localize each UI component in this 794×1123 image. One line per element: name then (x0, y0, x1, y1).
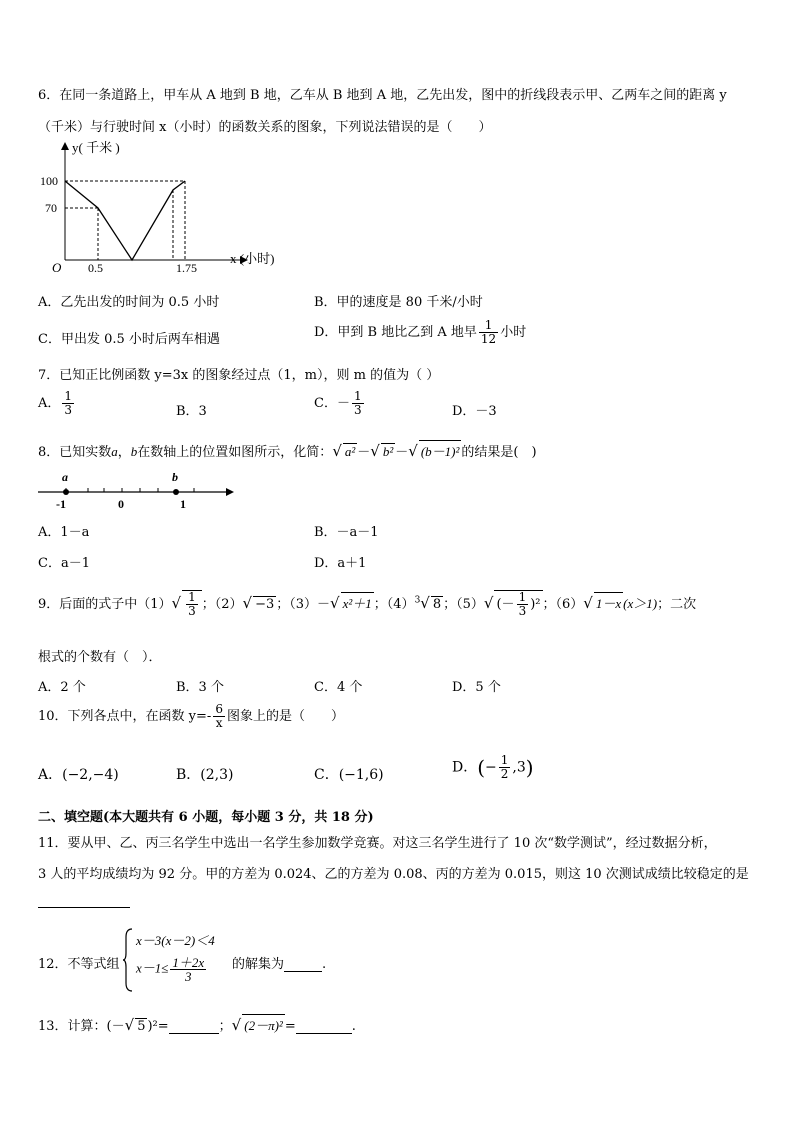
fraction-numerator: 1＋2x (172, 955, 205, 970)
fraction-denominator: 2 (500, 767, 509, 781)
point-b (173, 489, 179, 495)
q9-item6-condition: (x＞1) (623, 596, 658, 611)
q8-stem (38, 440, 537, 460)
q7-option-c-label: C．－ (314, 396, 350, 411)
q9-item1 (182, 590, 202, 618)
q8-comma: ， (117, 445, 131, 460)
q9-item3: x²＋1 (341, 592, 374, 612)
q12-suffix: 的解集为 (232, 957, 285, 972)
q7-option-c-fraction (352, 390, 364, 417)
fraction-numerator: 1 (188, 590, 196, 604)
q8-mid: 在数轴上的位置如图所示，化简： (137, 445, 333, 460)
distance-polyline (65, 181, 185, 260)
tick-label-1: 1 (180, 497, 186, 511)
q13-prefix: 13．计算：(－ (38, 1019, 125, 1034)
q12-inequality-1: x－3(x－2)＜4 (136, 933, 215, 948)
sqrt-symbol: √ (242, 594, 253, 612)
y-axis-label: y( 千米 ) (72, 140, 120, 155)
q6-option-d-suffix: 小时 (500, 325, 527, 340)
y-axis-arrow (61, 142, 69, 150)
q7-stem: 7．已知正比例函数 y=3x 的图象经过点（1，m），则 m 的值为（ ） (38, 368, 440, 383)
q9-option-a[interactable]: A．2 个 (38, 680, 86, 695)
x-tick-1.75: 1.75 (176, 261, 197, 275)
q7-option-d[interactable]: D．－3 (452, 404, 497, 419)
q10-fraction (213, 703, 225, 730)
sqrt-symbol: √ (332, 442, 342, 460)
q13-answer-blank-1[interactable] (169, 1019, 219, 1034)
q7-option-b[interactable]: B．3 (176, 404, 207, 419)
q9-prefix: 9．后面的式子中（1） (38, 597, 172, 612)
q13-radicand-5: 5 (137, 1019, 146, 1034)
tick-label-0: 0 (118, 497, 124, 511)
q9-item1-fraction (186, 591, 198, 618)
q12-ineq2-left: x－1≤ (136, 960, 169, 976)
sqrt-symbol: √ (583, 594, 593, 612)
q10-suffix: 图象上的是（ ） (226, 709, 344, 724)
q13-sep: ； (218, 1019, 232, 1034)
paren-right: ) (525, 755, 534, 780)
fraction-numerator: 1 (500, 753, 509, 767)
q9-stem-line1 (38, 590, 696, 618)
fraction-numerator: 1 (479, 319, 498, 333)
fraction-numerator: 6 (215, 702, 223, 716)
point-a-label: a (62, 470, 68, 484)
q7-option-a-label: A． (38, 396, 61, 411)
q6-option-d[interactable] (314, 319, 526, 346)
q10-option-d[interactable]: D．(− $\frac{1}{2}$ ,3) (452, 753, 534, 781)
q6-option-d-fraction (479, 319, 498, 346)
q10-option-d-tail: ,3 (512, 759, 526, 776)
number-line-arrow (226, 488, 234, 496)
q8-var-a: a (111, 444, 118, 459)
q9-item2: −3 (255, 597, 275, 612)
sqrt-symbol: √ (483, 594, 494, 612)
q8-radicand-a: a² (344, 444, 356, 459)
q13-end: . (351, 1019, 356, 1034)
q10-option-b[interactable]: B．(2,3) (176, 767, 234, 783)
sqrt-symbol: √ (231, 1016, 242, 1034)
q8-radicand-c: (b－1)² (419, 440, 462, 460)
q11-stem-line1: 11．要从甲、乙、丙三名学生中选出一名学生参加数学竞赛。对这三名学生进行了 10 次“数学测试”，经过数据分析， (38, 836, 717, 851)
brace-icon (122, 927, 134, 993)
q9-item4-index: 3 (414, 595, 421, 606)
q12-end: . (322, 957, 327, 972)
q8-option-b[interactable]: B．－a－1 (314, 525, 379, 540)
q9-item5: (－ $\frac{1}{3}$ )² (496, 590, 541, 618)
paren-left: ( (477, 755, 486, 780)
y-tick-70: 70 (45, 201, 57, 215)
sqrt-symbol: √ (370, 442, 380, 460)
point-b-label: b (172, 470, 178, 484)
q8-option-c[interactable]: C．a－1 (38, 556, 90, 571)
q13-eq: = (284, 1019, 296, 1034)
q12-answer-blank[interactable] (284, 957, 322, 972)
q6-option-c[interactable]: C．甲出发 0.5 小时后两车相遇 (38, 332, 220, 347)
q8-option-a[interactable]: A．1－a (38, 525, 90, 540)
q8-option-d[interactable]: D．a＋1 (314, 556, 367, 571)
fraction-denominator: 3 (185, 969, 192, 984)
q12-ineq2-fraction (170, 956, 206, 983)
q6-option-d-prefix: D．甲到 B 地比乙到 A 地早 (314, 325, 477, 340)
sqrt-symbol: √ (330, 594, 340, 612)
sqrt-symbol: √ (171, 594, 182, 612)
q10-prefix: 10．下列各点中，在函数 y=- (38, 709, 212, 724)
q6-stem-line1: 6．在同一条道路上，甲车从 A 地到 B 地，乙车从 B 地到 A 地，乙先出发，图中的折线段表示甲、乙两车之间的距离 y (38, 88, 727, 103)
q9-stem-line2: 根式的个数有（ ）． (38, 650, 162, 665)
q9-option-c[interactable]: C．4 个 (314, 680, 363, 695)
point-a (63, 489, 69, 495)
q7-option-c[interactable] (314, 390, 366, 417)
q10-option-c[interactable]: C．(−1,6) (314, 767, 384, 783)
q8-prefix: 8．已知实数 (38, 445, 112, 460)
q9-option-d[interactable]: D．5 个 (452, 680, 501, 695)
fraction-denominator: 3 (64, 403, 73, 417)
q6-option-b[interactable]: B．甲的速度是 80 千米/小时 (314, 295, 483, 310)
q12-inequality-2 (136, 956, 208, 983)
q12-tail (232, 953, 326, 972)
q8-var-b: b (130, 444, 138, 459)
x-tick-0.5: 0.5 (88, 261, 103, 275)
fraction-denominator: x (215, 716, 223, 730)
q9-sep5: ；（5） (443, 597, 484, 612)
fraction-denominator: 3 (518, 604, 527, 618)
q13-stem (38, 1014, 356, 1034)
q9-item4: 8 (432, 597, 442, 612)
q8-suffix: 的结果是( ) (461, 445, 537, 460)
q8-minus-2: － (395, 445, 409, 460)
y-tick-100: 100 (40, 174, 58, 188)
q10-stem (38, 703, 344, 730)
q6-distance-time-graph (40, 138, 290, 278)
fraction-numerator: 1 (518, 590, 527, 604)
sqrt-symbol: √ (420, 594, 430, 612)
q9-sep2: ；（2） (201, 597, 243, 612)
q11-answer-blank[interactable] (38, 893, 130, 908)
q8-radicand-b: b² (382, 444, 394, 459)
q8-minus-1: － (357, 445, 371, 460)
q10-option-d-fraction (499, 754, 511, 781)
fraction-numerator: 1 (64, 389, 73, 403)
q9-item5-fraction (517, 591, 529, 618)
q9-sep4: ；（4） (373, 597, 415, 612)
q9-option-b[interactable]: B．3 个 (176, 680, 224, 695)
q6-stem-line2: （千米）与行驶时间 x（小时）的函数关系的图象，下列说法错误的是（ ） (38, 120, 492, 135)
q12-prefix: 12．不等式组 (38, 957, 120, 972)
q6-option-a[interactable]: A．乙先出发的时间为 0.5 小时 (38, 295, 220, 310)
x-axis-label: x (小时) (230, 251, 275, 266)
q11-stem-line2: 3 人的平均成绩均为 92 分。甲的方差为 0.024、乙的方差为 0.08、丙的方差为 0.015，则这 10 次测试成绩比较稳定的是 (38, 867, 749, 882)
fraction-denominator: 3 (188, 604, 196, 618)
fraction-denominator: 12 (480, 332, 497, 346)
q9-sep6: ；（6） (542, 597, 584, 612)
q13-radicand-pi: (2－π)² (242, 1014, 285, 1034)
q13-mid: )²= (147, 1019, 169, 1034)
q8-number-line (36, 468, 241, 512)
fraction-denominator: 3 (353, 403, 362, 417)
q7-option-a-fraction (62, 390, 74, 417)
fraction-numerator: 1 (353, 389, 362, 403)
origin-label: O (52, 260, 62, 275)
q9-item6: 1－x (594, 592, 623, 612)
q10-option-d-label: D． (452, 759, 478, 776)
q13-answer-blank-2[interactable] (296, 1019, 352, 1034)
q9-tail: ；二次 (657, 597, 697, 612)
sqrt-symbol: √ (408, 442, 418, 460)
tick-label-minus1: -1 (56, 497, 66, 511)
sqrt-symbol: √ (124, 1016, 135, 1034)
q7-option-a[interactable] (38, 390, 76, 417)
section-2-title: 二、填空题(本大题共有 6 小题，每小题 3 分，共 18 分) (38, 810, 374, 825)
q10-option-a[interactable]: A．(−2,−4) (38, 767, 119, 783)
q9-sep3: ；（3）－ (276, 597, 331, 612)
